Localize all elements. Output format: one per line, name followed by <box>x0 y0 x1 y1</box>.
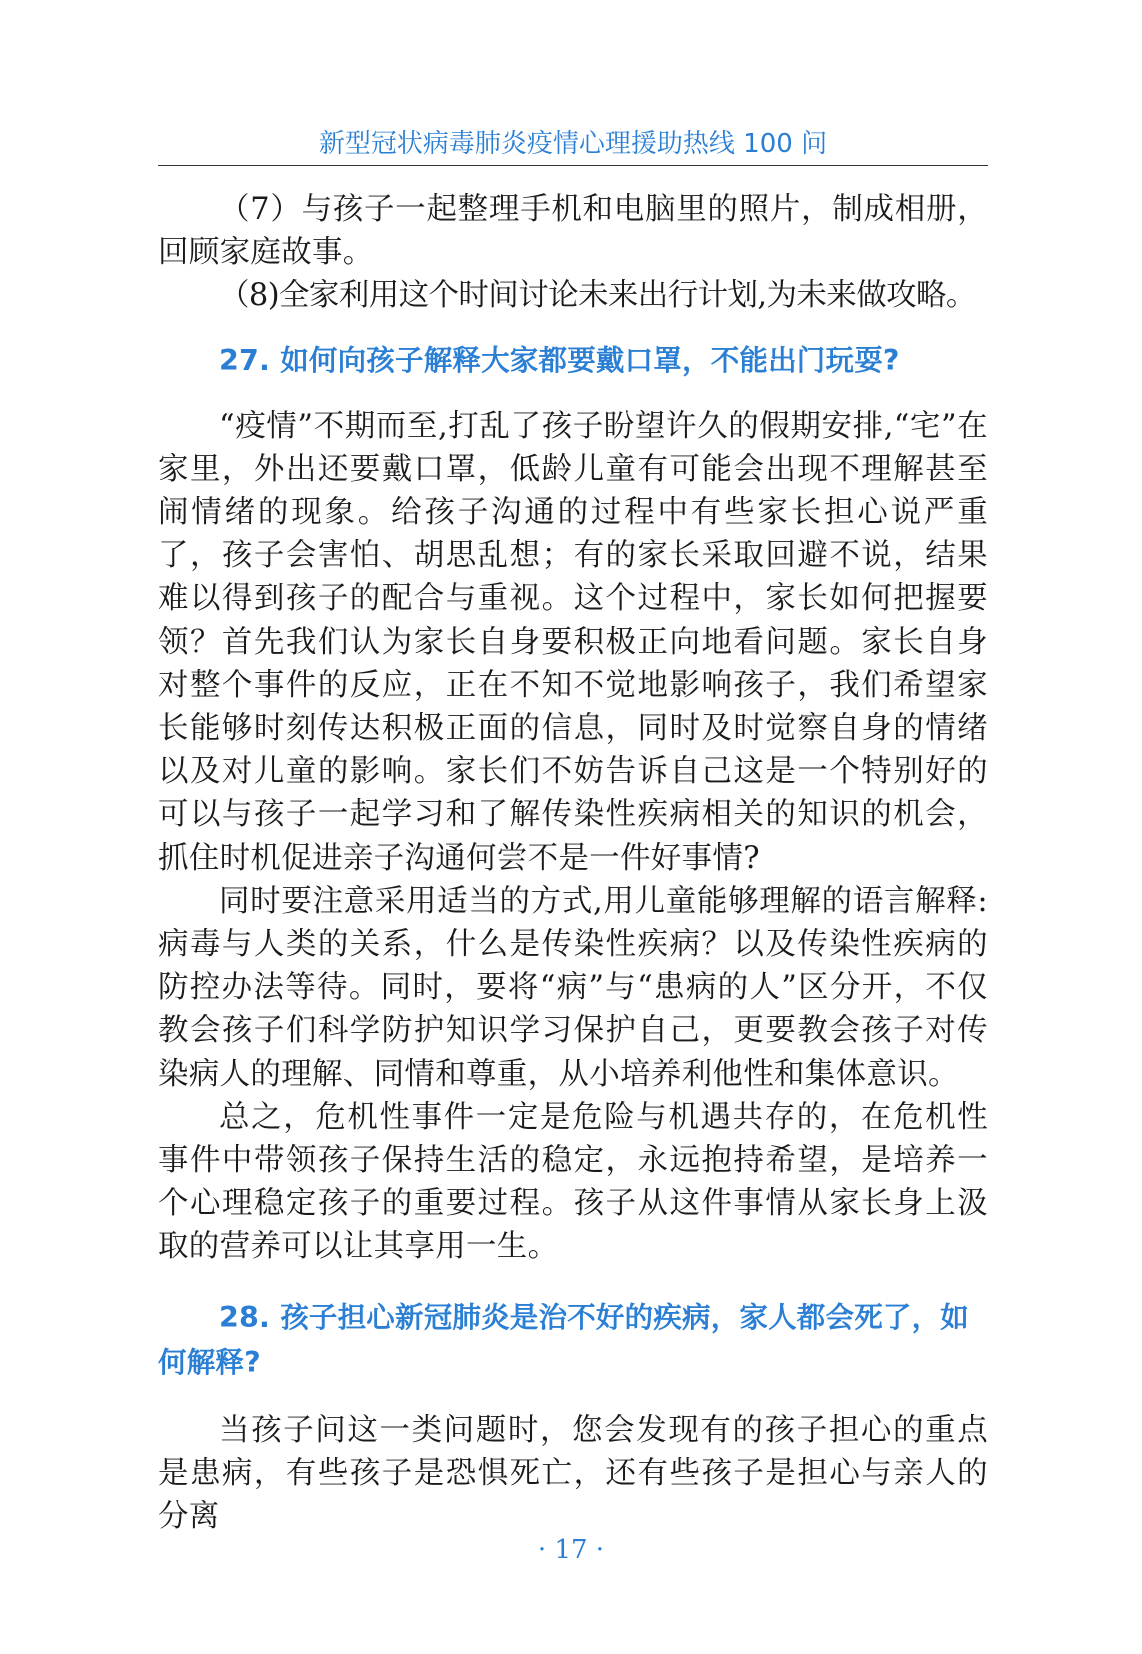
question-27-heading: 27. 如何向孩子解释大家都要戴口罩，不能出门玩耍? <box>219 343 900 377</box>
list-item-8: （8)全家利用这个时间讨论未来出行计划,为未来做攻略。 <box>219 278 976 314</box>
q27-paragraph-1: “疫情”不期而至,打乱了孩子盼望许久的假期安排,“宅”在家里，外出还要戴口罩，低龄儿童有可能会出现不理解甚至闹情绪的现象。给孩子沟通的过程中有些家长担心说严重了，孩子会害怕、胡思乱想；有的家长采取回避不说，结果难以得到孩子的配合与重视。这个过程中，家长如何把握要领？首先我们认为家长自身要积极正向地看问题。家长自身对整个事件的反应，正在不知不觉地影响孩子，我们希望家长能够时刻传达积极正面的信息，同时及时觉察自身的情绪以及对儿童的影响。家长们不妨告诉自己这是一个特别好的可以与孩子一起学习和了解传染性疾病相关的知识的机会，抓住时机促进亲子沟通何尝不是一件好事情? <box>158 408 988 876</box>
page-content <box>158 188 988 1538</box>
page-number: · 17 · <box>537 1535 605 1565</box>
running-header: 新型冠状病毒肺炎疫情心理援助热线 100 问 <box>318 129 828 159</box>
list-item-7: （7）与孩子一起整理手机和电脑里的照片，制成相册，回顾家庭故事。 <box>158 192 988 271</box>
question-28-heading: 28. 孩子担心新冠肺炎是治不好的疾病，家人都会死了，如何解释? <box>158 1300 970 1379</box>
header-divider <box>158 165 988 166</box>
q28-paragraph-1: 当孩子问这一类问题时，您会发现有的孩子担心的重点是患病，有些孩子是恐惧死亡，还有些孩子是担心与亲人的分离 <box>158 1412 988 1535</box>
q27-paragraph-3: 总之，危机性事件一定是危险与机遇共存的，在危机性事件中带领孩子保持生活的稳定，永远抱持希望，是培养一个心理稳定孩子的重要过程。孩子从这件事情从家长身上汲取的营养可以让其享用一生。 <box>158 1099 988 1265</box>
q27-paragraph-2: 同时要注意采用适当的方式,用儿童能够理解的语言解释:病毒与人类的关系，什么是传染性疾病？以及传染性疾病的防控办法等待。同时，要将“病”与“患病的人”区分开，不仅教会孩子们科学防护知识学习保护自己，更要教会孩子对传染病人的理解、同情和尊重，从小培养利他性和集体意识。 <box>158 883 988 1092</box>
